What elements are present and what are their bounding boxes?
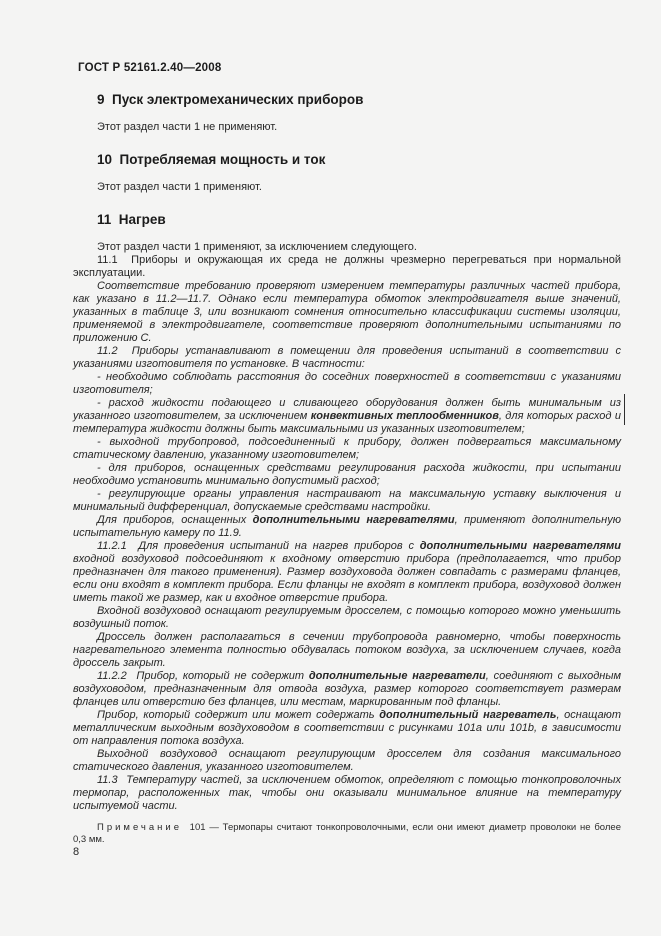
text-run: , для которых расход и температура жидкости должны быть максимальными из указанных изготовителем; [73,410,621,435]
text-run: , соединяют с выходным воздуховодом, предназначенным для отвода воздуха, размер которого соответствует размерам фланцев или отверстию без фланцев, или местам, маркированным под фланцы. [73,670,621,708]
clause-11-2-item-4 [73,462,621,488]
document-header: ГОСТ Р 52161.2.40—2008 [78,62,222,74]
text-run: Примечание [97,822,182,833]
clause-11-2-additional-heaters [73,514,621,540]
clause-11-2-2 [73,670,621,709]
clause-11-intro [73,241,621,254]
text-run: 11.1 Приборы и окружающая их среда не должны чрезмерно перегреваться при нормальной эксплуатации. [73,254,621,279]
text-run: 10 Потребляемая мощность и ток [97,152,326,167]
text-run: Дроссель должен располагаться в сечении трубопровода равномерно, чтобы поверхность нагревательного элемента полностью обдувалась потоком воздуха, за исключением случаев, когда дроссель закрыт. [73,631,621,669]
clause-11-1-test-spec [73,280,621,345]
clause-11-1 [73,254,621,280]
clause-11-2-1 [73,540,621,605]
text-run: - расход жидкости подающего и сливающего оборудования должен быть минимальным из указанного изготовителем, за исключением [73,397,621,422]
text-run: 101 — Термопары считают тонкопроволочными, если они имеют диаметр проволоки не более 0,3 мм. [73,822,621,845]
note-101 [73,822,621,846]
text-run: - необходимо соблюдать расстояния до соседних поверхностей в соответствии с указаниями изготовителя; [73,371,621,396]
section-11-heading [73,212,621,228]
clause-11-2 [73,345,621,371]
emphasized-term: дополнительными нагревателями [252,514,455,526]
emphasized-term: дополнительными нагревателями [419,540,621,552]
text-run: Этот раздел части 1 применяют. [97,181,262,193]
section-10-heading [73,152,621,168]
clause-11-2-2-outlet-throttle [73,748,621,774]
section-9-heading [73,92,621,108]
clause-11-2-item-5 [73,488,621,514]
text-run: - для приборов, оснащенных средствами регулирования расхода жидкости, при испытании необходимо установить минимально допустимый расход; [73,462,621,487]
text-run: , оснащают металлическим выходным воздуховодом в соответствии с рисунками 101а или 101b, в зависимости от направления потока воздуха. [73,709,621,747]
text-run: Соответствие требованию проверяют измерением температуры различных частей прибора, как указано в 11.2—11.7. Однако если температура обмоток электродвигателя выше значений, указанных в таблице 3, или возникают сомнения относительно классификации системы изоляции, применяемой в электродвигателе, соответствие проверяют дополнительными испытаниями по приложению С. [73,280,621,344]
text-run: 11 Нагрев [97,212,166,227]
text-run: Этот раздел части 1 не применяют. [97,121,278,133]
text-run: , применяют дополнительную испытательную камеру по 11.9. [73,514,621,539]
text-run: - регулирующие органы управления настраивают на максимальную уставку выключения и минимальный дифференциал, допускаемые средствами настройки. [73,488,621,513]
text-run: 9 Пуск электромеханических приборов [97,92,364,107]
emphasized-term: конвективных теплообменников [310,410,499,422]
emphasized-term: дополнительные нагреватели [308,670,486,682]
section-9-text [73,121,621,134]
clause-11-2-item-3 [73,436,621,462]
text-run: Для приборов, оснащенных [97,514,253,526]
text-run: - выходной трубопровод, подсоединенный к прибору, должен подвергаться максимальному статическому давлению, указанному изготовителем; [73,436,621,461]
text-run: 11.2.1 Для проведения испытаний на нагрев приборов с [97,540,420,552]
text-run: Этот раздел части 1 применяют, за исключением следующего. [97,241,417,253]
text-run: Выходной воздуховод оснащают регулирующим дросселем для создания максимального статического давления, указанного изготовителем. [73,748,621,773]
text-run: 11.3 Температуру частей, за исключением обмоток, определяют с помощью тонкопроволочных термопар, расположенных так, чтобы они оказывали минимальное влияние на температуру испытуемой части. [73,774,621,812]
emphasized-term: дополнительный нагреватель [379,709,557,721]
clause-11-2-1-inlet-throttle [73,605,621,631]
text-run: Входной воздуховод оснащают регулируемым дросселем, с помощью которого можно уменьшить воздушный поток. [73,605,621,630]
clause-11-2-item-2 [73,397,621,436]
clause-11-2-2-metal-duct [73,709,621,748]
clause-11-3 [73,774,621,813]
text-run: Прибор, который содержит или может содержать [97,709,380,721]
text-run: входной воздуховод подсоединяют к входному отверстию прибора (предполагается, что прибор предназначен для такого применения). Размер воздуховода должен совпадать с размерами фланцев, если они входят в комплект прибора. Если фланцы не входят в комплект прибора, воздуховод должен иметь такой же размер, как и входное отверстие прибора. [73,553,621,604]
document-body [73,74,621,846]
text-run: 11.2.2 Прибор, который не содержит [97,670,309,682]
page-number: 8 [73,846,80,858]
clause-11-2-1-throttle-position [73,631,621,670]
clause-11-2-item-1 [73,371,621,397]
text-run: 11.2 Приборы устанавливают в помещении для проведения испытаний в соответствии с указаниями изготовителя по установке. В частности: [73,345,621,370]
section-10-text [73,181,621,194]
